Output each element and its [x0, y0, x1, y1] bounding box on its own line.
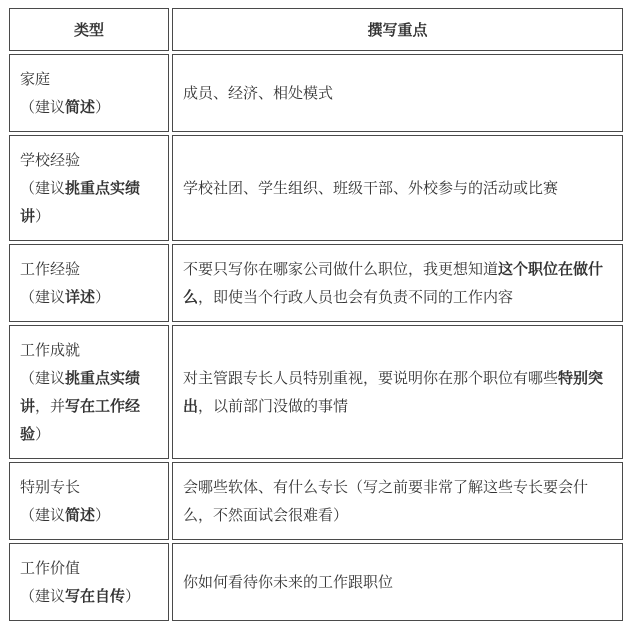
type-cell — [9, 543, 169, 621]
type-note: （建议挑重点实绩讲） — [20, 179, 141, 225]
table-row — [9, 325, 623, 459]
type-name: 工作经验 — [20, 260, 81, 278]
type-cell — [9, 325, 169, 459]
header-focus: 撰写重点 — [172, 8, 623, 51]
type-note: （建议详述） — [20, 288, 111, 306]
table-row — [9, 462, 623, 540]
focus-cell: 学校社团、学生组织、班级干部、外校参与的活动或比赛 — [172, 135, 623, 241]
type-cell — [9, 135, 169, 241]
type-name: 工作价值 — [20, 559, 81, 577]
type-note: （建议挑重点实绩讲，并写在工作经验） — [20, 369, 141, 443]
type-name: 学校经验 — [20, 151, 81, 169]
type-name: 工作成就 — [20, 341, 81, 359]
type-note: （建议简述） — [20, 506, 111, 524]
type-note: （建议写在自传） — [20, 587, 141, 605]
type-name: 家庭 — [20, 70, 51, 88]
table-row — [9, 244, 623, 322]
table-row — [9, 543, 623, 621]
type-name: 特别专长 — [20, 478, 81, 496]
focus-cell: 你如何看待你未来的工作跟职位 — [172, 543, 623, 621]
focus-cell: 不要只写你在哪家公司做什么职位，我更想知道这个职位在做什么，即使当个行政人员也会有负责不同的工作内容 — [172, 244, 623, 322]
type-note: （建议简述） — [20, 98, 111, 116]
focus-cell: 成员、经济、相处模式 — [172, 54, 623, 132]
table-row — [9, 135, 623, 241]
type-cell — [9, 244, 169, 322]
type-cell — [9, 462, 169, 540]
table-header-row — [9, 8, 623, 51]
writing-guide-table — [6, 5, 626, 624]
focus-cell: 对主管跟专长人员特别重视，要说明你在那个职位有哪些特别突出，以前部门没做的事情 — [172, 325, 623, 459]
table-row — [9, 54, 623, 132]
type-cell — [9, 54, 169, 132]
focus-cell: 会哪些软体、有什么专长（写之前要非常了解这些专长要会什么，不然面试会很难看） — [172, 462, 623, 540]
header-type: 类型 — [9, 8, 169, 51]
